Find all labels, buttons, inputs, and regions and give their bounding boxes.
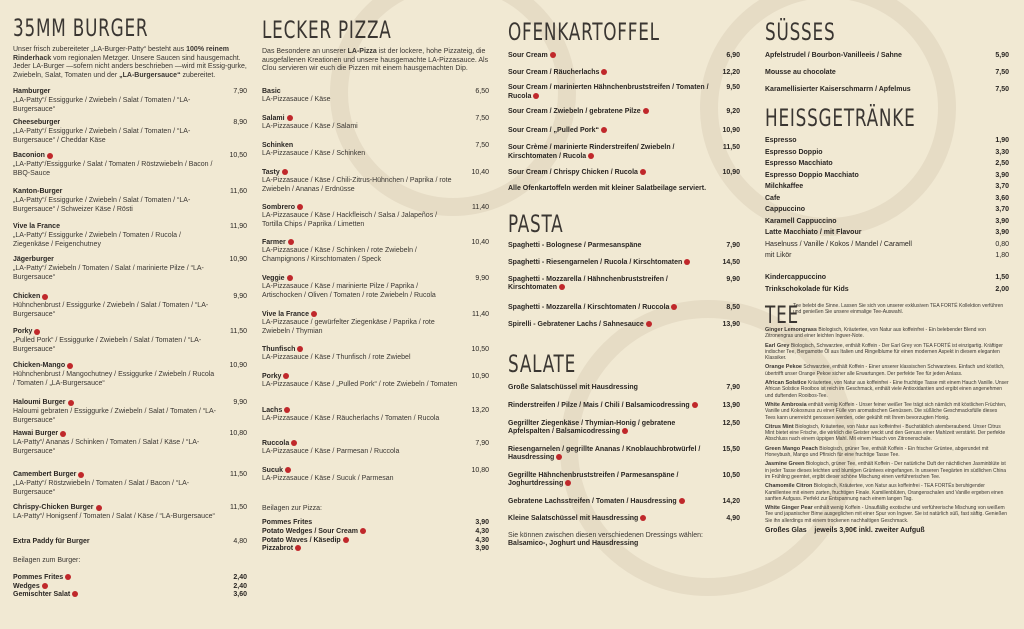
menu-item: Mousse au chocolate 7,50 <box>765 69 1009 76</box>
menu-item: Salami LA-Pizzasauce / Käse / Salami 7,50 <box>262 114 489 131</box>
chili-icon <box>311 311 317 317</box>
price: 4,80 <box>233 538 247 546</box>
side-item: Potato Waves / Käsedip 4,30 <box>262 536 489 544</box>
menu-item: Schinken LA-Pizzasauce / Käse / Schinken 7,50 <box>262 141 489 158</box>
menu-item: Porky LA-Pizzasauce / Käse / „Pulled Pork“ / rote Zwiebeln / Tomaten 10,90 <box>262 372 489 389</box>
menu-item: Gebratene Lachsstreifen / Tomaten / Hausdressing 14,20 <box>508 497 740 505</box>
menu-item: Sucuk LA-Pizzasauce / Käse / Sucuk / Parmesan 10,80 <box>262 466 489 483</box>
price: 9,90 <box>233 293 247 301</box>
section-intro: Unser frisch zubereiteter „LA-Burger-Patty“ besteht aus 100% reinem Rinderhack vom regionalen Metzger. Unsere Saucen sind hausgemacht. Jeder LA-Burger —sofern nicht anders beschrieben —wird mit Essig-gurke, Zwiebeln, Salat, Tomaten und der „LA-Burgersauce“ zubereitet. <box>13 46 247 79</box>
price: 10,80 <box>471 466 489 474</box>
burger-section <box>13 14 247 600</box>
chili-icon <box>588 153 594 159</box>
chili-icon <box>60 431 66 437</box>
menu-item: Basic LA-Pizzasauce / Käse 6,50 <box>262 87 489 104</box>
menu-item: Espresso Macchiato 2,50 <box>765 160 1009 167</box>
price: 10,40 <box>471 238 489 246</box>
price: 7,90 <box>475 439 489 447</box>
price: 11,60 <box>230 188 247 196</box>
menu-item: Vive la France LA-Pizzasauce / gewürfelter Ziegenkäse / Paprika / rote Zwiebeln / Thymian 11,40 <box>262 310 489 335</box>
menu-item: Chicken Hühnchenbrust / Essiggurke / Zwiebeln / Salat / Tomaten / “LA-Burgersauce“ 9,90 <box>13 293 247 318</box>
tea-item: Ginger Lemongrass Biologisch, Kräutertee, von Natur aus koffeinfrei - Ein belebender Blend von Zitronengras und einer leichten Ingwer-Note. <box>765 327 986 340</box>
sides-list <box>13 574 247 600</box>
chili-icon <box>640 515 646 521</box>
menu-item: Haloumi Burger Haloumi gebraten / Essiggurke / Zwiebeln / Salat / Tomaten / “LA-Burgersauce“ 9,90 <box>13 399 247 424</box>
menu-item: Karamell Cappuccino 3,90 <box>765 217 1009 225</box>
chili-icon <box>34 329 40 335</box>
menu-item: Sour Cream / Räucherlachs 12,20 <box>508 69 740 76</box>
price: 7,50 <box>475 114 489 122</box>
chili-icon <box>601 127 607 133</box>
price: 10,90 <box>229 362 247 370</box>
salate-list <box>508 384 740 530</box>
menu-item: Spaghetti - Mozzarella / Kirschtomaten / Ruccola 8,50 <box>508 303 740 311</box>
menu-item: Spirelli - Gebratener Lachs / Sahnesauce 13,90 <box>508 320 740 328</box>
tea-item: Chamomile Citron Biologisch, Kräutertee, von Natur aus koffeinfrei - TEA FORTÉs beruhigender Kamillentee mit einem zarten, fruchtigen Finale. Kamillenblüten, Orangenschalen und Vanille ergeben einen sanften Aufguss. Perfekt zur Entspannung nach einem langen Tag. <box>765 483 1004 502</box>
menu-item: Baconion „LA-Patty“/Essiggurke / Salat / Tomaten / Röstzwiebeln / Bacon / BBQ-Sauce 10,50 <box>13 152 247 177</box>
chili-icon <box>285 467 291 473</box>
section-title: 35MM BURGER <box>13 14 149 42</box>
chili-icon <box>343 537 349 543</box>
chili-icon <box>360 528 366 534</box>
tee-footer: Großes Glas jeweils 3,90€ inkl. zweiter Aufguß <box>765 527 925 535</box>
pizza-section <box>262 16 489 554</box>
chili-icon <box>68 400 74 406</box>
chili-icon <box>679 498 685 504</box>
chili-icon <box>96 505 102 511</box>
section-title: SÜSSES <box>765 18 836 46</box>
side-item: Potato Wedges / Sour Cream 4,30 <box>262 527 489 535</box>
menu-item: Sour Cream / Zwiebeln / gebratene Pilze 9,20 <box>508 108 740 115</box>
price: 11,40 <box>472 203 489 211</box>
menu-item: Lachs LA-Pizzasauce / Käse / Räucherlachs / Tomaten / Rucola 13,20 <box>262 406 489 423</box>
chili-icon <box>42 294 48 300</box>
chili-icon <box>640 169 646 175</box>
tee-intro: Tee belebt die Sinne. Lassen Sie sich von unserer exklusiven TEA FORTÉ Kollektion verführen und genießen Sie unsere einmalige Tee-Auswahl. <box>793 303 1004 316</box>
menu-item: Cafe 3,60 <box>765 194 1009 202</box>
menu-item: Große Salatschüssel mit Hausdressing 7,90 <box>508 383 740 391</box>
chili-icon <box>287 115 293 121</box>
chili-icon <box>65 574 71 580</box>
sides-label: Beilagen zum Burger: <box>13 557 81 565</box>
menu-item: Kleine Salatschüssel mit Hausdressing 4,90 <box>508 514 740 522</box>
pasta-list <box>508 242 740 336</box>
menu-item: Thunfisch LA-Pizzasauce / Käse / Thunfisch / rote Zwiebel 10,50 <box>262 345 489 362</box>
price: 10,50 <box>229 152 247 160</box>
section-title: HEISSGETRÄNKE <box>765 104 916 132</box>
chili-icon <box>78 472 84 478</box>
menu-item: Camembert Burger „LA-Patty“/ Röstzwiebeln / Tomaten / Salat / Bacon / “LA-Burgersauce“ 11,50 <box>13 471 247 496</box>
menu-item: Ruccola LA-Pizzasauce / Käse / Parmesan / Ruccola 7,90 <box>262 439 489 456</box>
price: 10,80 <box>229 430 247 438</box>
tea-item: African Solstice Kräutertee, von Natur aus koffeinfrei - Eine fruchtige Tasse mit einem Hauch Vanille. Unser African Solstice Rooibos ist reich im Geschmack, enthält viele Antioxidantien und ergibt einen angenehmen und duftenden Rooibos-Tee. <box>765 380 1009 399</box>
dressing-note: Sie können zwischen diesen verschiedenen Dressings wählen: <box>508 531 703 539</box>
tea-item: Green Mango Peach Biologisch, grüner Tee, enthält Koffein - Ein frischer Grüntee, abgerundet mit Honeybush, Mango und Pfirsich für eine fruchtige Tasse Tee. <box>765 445 989 459</box>
chili-icon <box>291 440 297 446</box>
menu-item: Rinderstreifen / Pilze / Mais / Chili / Balsamicodressing 13,90 <box>508 401 740 409</box>
side-item: Gemischter Salat 3,60 <box>13 591 247 599</box>
menu-item: Latte Macchiato / mit Flavour 3,90 <box>765 229 1009 236</box>
menu-item: Haselnuss / Vanille / Kokos / Mandel / Caramell 0,80 <box>765 240 1009 248</box>
menu-item: Gegrillter Ziegenkäse / Thymian-Honig / gebratene Apfelspalten / Balsamicodressing 12,50 <box>508 419 740 436</box>
menu-item: Chrispy-Chicken Burger LA-Patty“/ Honigsenf / Tomaten / Salat / Käse / “LA-Burgersauce“ 11,50 <box>13 504 247 520</box>
menu-item: Porky „Pulled Pork“ / Essiggurke / Zwiebeln / Salat / Tomaten / “LA-Burgersauce“ 11,50 <box>13 328 247 353</box>
chili-icon <box>282 169 288 175</box>
tea-item: Citrus Mint Biologisch, Kräutertee, von Natur aus koffeinfrei - Buchstäblich atemberaubend. Unser Citrus Mint bietet eine Frische, die wirklich die Geister weckt und den Genuss einer Mahlzeit verstärkt. Der perfekte Abschluss nach einem üppigen Mahl. Mit einem Hauch von Zitronenschale. <box>765 423 1006 443</box>
price: 13,20 <box>471 406 489 414</box>
menu-item: Sombrero LA-Pizzasauce / Käse / Hackfleisch / Salsa / Jalapeños / Tortilla Chips / Paprika / Limetten 11,40 <box>262 203 489 228</box>
menu-item: Extra Paddy für Burger 4,80 <box>13 538 247 546</box>
ofen-list <box>508 52 740 184</box>
section-title: SALATE <box>508 349 577 378</box>
menu-item: Jägerburger „LA-Patty“/ Zwiebeln / Tomaten / Salat / marinierte Pilze / “LA-Burgersauce“ 10,90 <box>13 256 247 281</box>
chili-icon <box>622 428 628 434</box>
menu-item: Hamburger „LA-Patty“/ Essiggurke / Zwiebeln / Salat / Tomaten / “LA-Burgersauce“ 7,90 <box>13 88 247 113</box>
chili-icon <box>297 204 303 210</box>
suesses-section <box>765 18 1009 536</box>
menu-item: Riesengarnelen / gegrillte Ananas / Knoblauchbrotwürfel / Hausdressing 15,50 <box>508 445 740 462</box>
chili-icon <box>283 373 289 379</box>
chili-icon <box>684 259 690 265</box>
menu-item: Trinkschokolade für Kids 2,00 <box>765 285 1009 293</box>
price: 9,90 <box>233 399 247 407</box>
price: 11,50 <box>230 504 247 512</box>
section-note: Alle Ofenkartoffeln werden mit kleiner Salatbeilage serviert. <box>508 185 707 192</box>
chili-icon <box>559 284 565 290</box>
section-title: OFENKARTOFFEL <box>508 18 660 46</box>
menu-item: Gegrillte Hähnchenbruststreifen / Parmesanspäne / Joghurtdressing 10,50 <box>508 471 740 488</box>
menu-item: Hawai Burger LA-Patty“/ Ananas / Schinken / Tomaten / Salat / Käse / “LA-Burgersauce“ 10,80 <box>13 430 247 455</box>
price: 10,50 <box>471 345 489 353</box>
price: 7,90 <box>233 88 247 96</box>
chili-icon <box>284 407 290 413</box>
menu-item: Kanton-Burger „LA-Patty“/ Essiggurke / Zwiebeln / Salat / Tomaten / “LA-Burgersauce“ / Schweizer Käse / Rösti 11,60 <box>13 188 247 213</box>
chili-icon <box>565 480 571 486</box>
menu-item: Sour Cream / marinierten Hähnchenbruststreifen / Tomaten / Rucola 9,50 <box>508 84 740 100</box>
tea-item: White Ambrosia enthält wenig Koffein - Unser feiner weißer Tee trägt sich nämlich mit köstlichen Früchten, Vanille und Kokosnuss zu einer Fülle von aromatischen Genüssen. Die süßliche Geschmacksfülle dieses Tees kann unerreicht genossen werden, oder gekühlt mit Ihrem bevorzugten Honig. <box>765 401 1007 421</box>
price: 6,50 <box>475 87 489 95</box>
menu-item: Cappuccino 3,70 <box>765 206 1009 213</box>
sides-label: Beilagen zur Pizza: <box>262 504 322 512</box>
menu-item: Sour Crème / marinierte Rinderstreifen/ Zwiebeln / Kirschtomaten / Rucola 11,50 <box>508 144 740 160</box>
heiss-list <box>765 137 1009 297</box>
menu-item: Veggie LA-Pizzasauce / Käse / marinierte Pilze / Paprika / Artischocken / Oliven / Tomaten / rote Zwiebeln / Rucola 9,90 <box>262 274 489 299</box>
tea-item: Orange Pekoe Schwarztee, enthält Koffein - Einer unserer klassischen Schwarztees. Einfach und köstlich, übertrifft unser Orange Pekoe sicher alle Erwartungen. Der perfekte Tee für jeden Anlass. <box>765 364 1005 377</box>
menu-item: Spaghetti - Riesengarnelen / Rucola / Kirschtomaten 14,50 <box>508 258 740 266</box>
menu-item: Sour Cream / Chrispy Chicken / Rucola 10,90 <box>508 169 740 176</box>
chili-icon <box>72 591 78 597</box>
price: 9,90 <box>475 274 489 282</box>
menu-item: Spaghetti - Bolognese / Parmesanspäne 7,90 <box>508 241 740 249</box>
side-item: Pizzabrot 3,90 <box>262 545 489 553</box>
side-item: Pommes Frites 3,90 <box>262 519 489 527</box>
price: 10,40 <box>471 168 489 176</box>
chili-icon <box>556 454 562 460</box>
menu-item: Kindercappuccino 1,50 <box>765 274 1009 281</box>
price: 11,90 <box>230 223 247 231</box>
chili-icon <box>601 69 607 75</box>
chili-icon <box>646 321 652 327</box>
price: 11,50 <box>230 328 247 336</box>
chili-icon <box>42 583 48 589</box>
chili-icon <box>643 108 649 114</box>
side-item: Pommes Frites 2,40 <box>13 573 247 581</box>
menu-item: Sour Cream / „Pulled Pork“ 10,90 <box>508 127 740 134</box>
suesses-list <box>765 52 1009 101</box>
chili-icon <box>671 304 677 310</box>
section-title: PASTA <box>508 209 564 238</box>
menu-item: Espresso Doppio Macchiato 3,90 <box>765 171 1009 179</box>
chili-icon <box>47 153 53 159</box>
menu-item: mit Likör 1,80 <box>765 252 1009 259</box>
chili-icon <box>533 93 539 99</box>
price: 11,40 <box>472 310 489 318</box>
menu-item: Farmer LA-Pizzasauce / Käse / Schinken / rote Zwiebeln / Champignons / Kirschtomaten / Speck 10,40 <box>262 238 489 263</box>
price: 10,90 <box>229 256 247 264</box>
menu-item: Chicken-Mango Hühnchenbrust / Mangochutney / Essiggurke / Zwiebeln / Rucola / Tomaten / „LA-Burgersauce“ 10,90 <box>13 362 247 387</box>
menu-item: Sour Cream 6,90 <box>508 52 740 59</box>
section-title: LECKER PIZZA <box>262 16 392 44</box>
menu-item: Apfelstrudel / Bourbon-Vanilleeis / Sahne 5,90 <box>765 52 1009 59</box>
menu-item: Espresso 1,90 <box>765 137 1009 144</box>
menu-item: Milchkaffee 3,70 <box>765 183 1009 190</box>
price: 11,50 <box>230 471 247 479</box>
menu-item: Espresso Doppio 3,30 <box>765 148 1009 156</box>
chili-icon <box>295 545 301 551</box>
menu-item: Karamellisierter Kaiserschmarrn / Apfelmus 7,50 <box>765 86 1009 93</box>
ofen-section <box>508 18 740 549</box>
price: 8,90 <box>233 119 247 127</box>
tee-list <box>765 327 1009 524</box>
tea-item: Earl Grey Biologisch, Schwarztee, enthält Koffein - Der Earl Grey von TEA FORTÉ ist einzigartig. Kräftiger indischer Tee, Bergamotte Öl aus Italien und Ringelblume für einen modernen Aspekt in diesem eleganten Klassiker. <box>765 342 1003 362</box>
chili-icon <box>287 275 293 281</box>
tea-item: Jasmine Green Biologisch, grüner Tee, enthält Koffein - Der natürliche Duft der nächtlichen Jasminblüte ist in jeder Tasse dieses leichten und blumigen Grüntees eingefangen. In unseren Teegärten im südlichen China im Frühling geerntet, ergibt dieser schöne Mischung einen verführerischen Tee. <box>765 461 1007 480</box>
price: 7,50 <box>475 141 489 149</box>
tea-item: White Ginger Pear enthält wenig Koffein - Unauflällig exotische und verführerische Mischung von weißem Tee und japanischer Birne ausgeglichen mit einer Spur von Ingwer. Sie ist natürlich süß, fast säftig. Genießen Sie ihn allerdings mit einem trockenen nachhaltigen Geschmack. <box>765 505 1008 524</box>
tee-header <box>765 301 1009 327</box>
burger-list <box>13 88 247 553</box>
dressing-list: Balsamico-, Joghurt und Hausdressing <box>508 540 639 548</box>
sides-list <box>262 519 489 553</box>
chili-icon <box>692 402 698 408</box>
menu-item: Cheeseburger „LA-Patty“/ Essiggurke / Zwiebeln / Salat / Tomaten / “LA-Burgersauce“ / Cheddar Käse 8,90 <box>13 119 247 144</box>
section-title: TEE <box>765 301 799 329</box>
chili-icon <box>288 239 294 245</box>
menu-item: Vive la France „LA-Patty“/ Essiggurke / Zwiebeln / Tomaten / Rucola / Ziegenkäse / Feigenchutney 11,90 <box>13 223 247 248</box>
pizza-list <box>262 88 489 491</box>
price: 10,90 <box>471 372 489 380</box>
side-item: Wedges 2,40 <box>13 582 247 590</box>
section-intro: Das Besondere an unserer LA-Pizza ist der lockere, hohe Pizzateig, die ausgefallenen Kreationen und unsere hausgemachte LA-Pizzasauce. Als Clou servieren wir euch die Pizzen mit einem hausgemachten Dip. <box>262 48 489 73</box>
chili-icon <box>297 346 303 352</box>
menu-item: Tasty LA-Pizzasauce / Käse / Chili-Zitrus-Hühnchen / Paprika / rote Zwiebeln / Ananas / Erdnüsse 10,40 <box>262 168 489 193</box>
chili-icon <box>67 363 73 369</box>
menu-item: Spaghetti - Mozzarella / Hähnchenbruststreifen / Kirschtomaten 9,90 <box>508 275 740 292</box>
chili-icon <box>550 52 556 58</box>
